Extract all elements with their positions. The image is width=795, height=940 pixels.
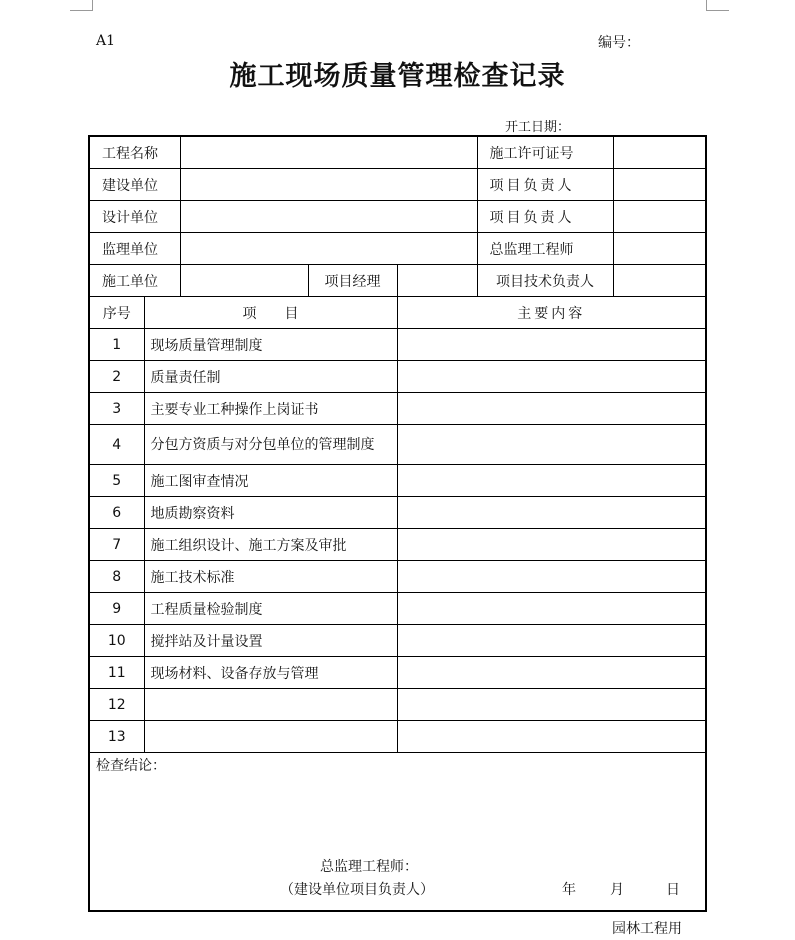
row-item: [144, 689, 397, 721]
form-code: A1: [96, 33, 116, 49]
row-content-field[interactable]: [397, 361, 706, 393]
construction-unit-row: [89, 265, 706, 297]
footer-note: 园林工程用: [612, 921, 682, 937]
design-pm-field[interactable]: [613, 201, 706, 233]
row-content-field[interactable]: [397, 721, 706, 753]
design-unit-field[interactable]: [180, 201, 477, 233]
chief-supervisor-label: 总监理工程师: [477, 233, 613, 265]
item-column-header: 项 目: [144, 297, 397, 329]
project-name-row: [89, 136, 706, 169]
serial-number-label: 编号：: [598, 35, 640, 51]
table-row: [89, 529, 706, 561]
row-content-field[interactable]: [397, 529, 706, 561]
row-seq: 5: [89, 465, 144, 497]
project-manager-field[interactable]: [397, 265, 477, 297]
row-item: 搅拌站及计量设置: [144, 625, 397, 657]
row-item: 现场质量管理制度: [144, 329, 397, 361]
page-title: 施工现场质量管理检查记录: [229, 61, 566, 92]
row-content-field[interactable]: [397, 465, 706, 497]
owner-unit-field[interactable]: [180, 169, 477, 201]
row-content-field[interactable]: [397, 689, 706, 721]
table-row: [89, 657, 706, 689]
year-label: 年: [562, 882, 576, 898]
row-seq: 11: [89, 657, 144, 689]
conclusion-row: [89, 753, 706, 912]
table-row: [89, 625, 706, 657]
day-label: 日: [666, 882, 680, 898]
table-row: [89, 361, 706, 393]
seq-column-header: 序号: [89, 297, 144, 329]
table-row: [89, 593, 706, 625]
chief-engineer-label: 总监理工程师：: [320, 859, 418, 875]
row-content-field[interactable]: [397, 425, 706, 465]
owner-pm-field[interactable]: [613, 169, 706, 201]
project-name-label: 工程名称: [89, 136, 180, 169]
row-seq: 7: [89, 529, 144, 561]
project-manager-label: 项目经理: [308, 265, 397, 297]
tech-lead-label: 项目技术负责人: [477, 265, 613, 297]
row-item: 主要专业工种操作上岗证书: [144, 393, 397, 425]
row-seq: 13: [89, 721, 144, 753]
row-seq: 8: [89, 561, 144, 593]
row-item: 施工组织设计、施工方案及审批: [144, 529, 397, 561]
table-row: [89, 465, 706, 497]
start-date-label: 开工日期：: [505, 120, 571, 135]
table-row: [89, 329, 706, 361]
row-item: 工程质量检验制度: [144, 593, 397, 625]
row-seq: 2: [89, 361, 144, 393]
crop-mark-right: [706, 0, 729, 11]
row-item: 质量责任制: [144, 361, 397, 393]
construction-unit-field[interactable]: [180, 265, 308, 297]
owner-unit-label: 建设单位: [89, 169, 180, 201]
supervision-unit-field[interactable]: [180, 233, 477, 265]
row-item: [144, 721, 397, 753]
owner-pm-sign-label: （建设单位项目负责人）: [280, 882, 434, 898]
inspection-form-table: [88, 135, 707, 912]
design-pm-label: 项目负责人: [477, 201, 613, 233]
month-label: 月: [610, 882, 624, 898]
permit-no-field[interactable]: [613, 136, 706, 169]
row-item: 现场材料、设备存放与管理: [144, 657, 397, 689]
item-rows: [89, 329, 706, 753]
conclusion-label: 检查结论：: [96, 758, 166, 774]
row-seq: 6: [89, 497, 144, 529]
column-header-row: [89, 297, 706, 329]
table-row: [89, 561, 706, 593]
row-item: 分包方资质与对分包单位的管理制度: [144, 425, 397, 465]
row-seq: 3: [89, 393, 144, 425]
table-row: [89, 425, 706, 465]
content-column-header: 主要内容: [397, 297, 706, 329]
row-seq: 9: [89, 593, 144, 625]
owner-unit-row: [89, 169, 706, 201]
conclusion-cell[interactable]: [89, 753, 706, 912]
project-name-field[interactable]: [180, 136, 477, 169]
row-seq: 12: [89, 689, 144, 721]
row-content-field[interactable]: [397, 393, 706, 425]
table-row: [89, 689, 706, 721]
permit-no-label: 施工许可证号: [477, 136, 613, 169]
row-content-field[interactable]: [397, 561, 706, 593]
construction-unit-label: 施工单位: [89, 265, 180, 297]
owner-pm-label: 项目负责人: [477, 169, 613, 201]
row-content-field[interactable]: [397, 497, 706, 529]
row-seq: 1: [89, 329, 144, 361]
row-item: 地质勘察资料: [144, 497, 397, 529]
supervision-unit-label: 监理单位: [89, 233, 180, 265]
row-seq: 4: [89, 425, 144, 465]
row-item: 施工技术标准: [144, 561, 397, 593]
table-row: [89, 721, 706, 753]
design-unit-label: 设计单位: [89, 201, 180, 233]
row-item: 施工图审查情况: [144, 465, 397, 497]
crop-mark-left: [70, 0, 93, 11]
table-row: [89, 393, 706, 425]
row-content-field[interactable]: [397, 657, 706, 689]
row-content-field[interactable]: [397, 329, 706, 361]
table-row: [89, 497, 706, 529]
row-content-field[interactable]: [397, 593, 706, 625]
row-content-field[interactable]: [397, 625, 706, 657]
supervision-unit-row: [89, 233, 706, 265]
design-unit-row: [89, 201, 706, 233]
row-seq: 10: [89, 625, 144, 657]
tech-lead-field[interactable]: [613, 265, 706, 297]
chief-supervisor-field[interactable]: [613, 233, 706, 265]
